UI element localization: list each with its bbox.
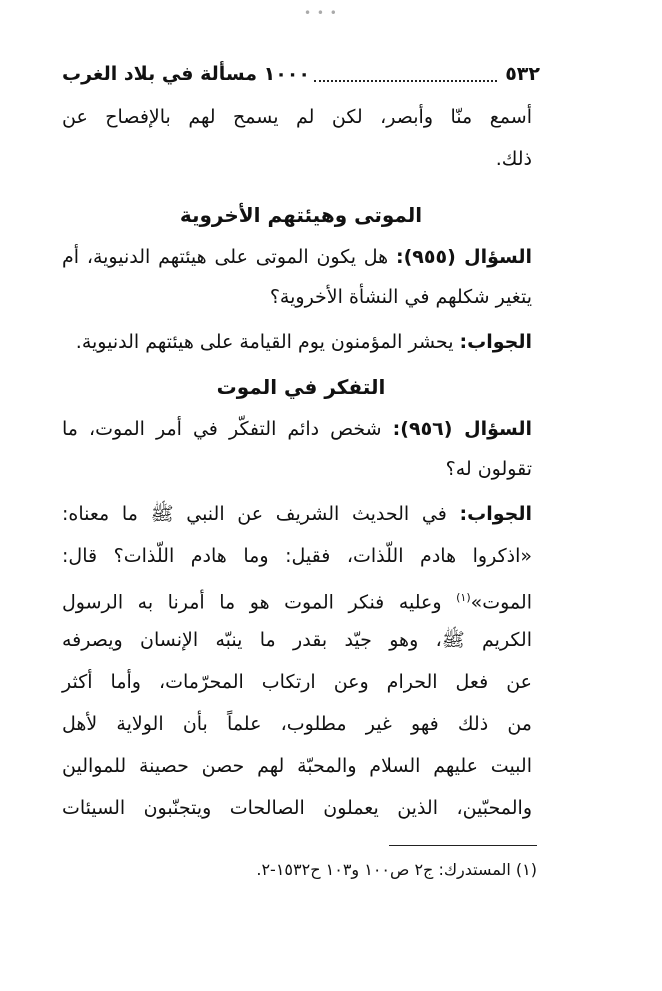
section-heading: الموتى وهيئتهم الأخروية [179,203,423,227]
answer-line: البيت عليهم السلام والمحبّة لهم حصن حصينة للموالين [62,755,532,777]
answer-line: «اذكروا هادم اللّذات، فقيل: وما هادم اللّذات؟ قال: [62,545,532,567]
question-text: هل يكون الموتى على هيئتهم الدنيوية، أم [62,246,389,268]
section-heading: التفكر في الموت [216,375,386,399]
answer-label: الجواب: [459,503,532,525]
answer-text: في الحديث الشريف عن النبي ﷺ ما معناه: [62,503,447,525]
answer-label: الجواب: [459,331,532,353]
question-label: السؤال (٩٥٦): [392,418,532,440]
question-line: يتغير شكلهم في النشأة الأخروية؟ [269,286,532,308]
body-line: ذلك. [495,148,532,170]
footnote-reference: (١) [456,591,471,604]
answer-line: والمحبّين، الذين يعملون الصالحات ويتجنّبون السيئات [62,797,532,819]
question-line: تقولون له؟ [445,458,532,480]
answer-line: الكريم ﷺ، وهو جيّد بقدر ما ينبّه الإنسان ويصرفه [62,629,532,651]
book-title: ١٠٠٠ مسألة في بلاد الغرب [62,63,310,85]
question-label: السؤال (٩٥٥): [395,246,532,268]
page-number: ٥٣٢ [505,63,540,85]
body-line: أسمع منّا وأبصر، لكن لم يسمح لهم بالإفصاح عن [62,106,532,128]
answer-text: الموت» [470,591,532,614]
running-header [62,60,540,88]
question-line [62,415,532,443]
answer-line: من ذلك فهو غير مطلوب، علماً بأن الولاية لأهل [62,713,532,735]
question-text: شخص دائم التفكّر في أمر الموت، ما [62,418,382,440]
footnote: (١) المستدرك: ج٢ ص١٠٠ و١٠٣ ح١٥٣٢-٢. [256,860,537,879]
answer-line [62,328,532,356]
question-line [62,243,532,271]
answer-line [62,500,532,528]
header-leader-dots [314,66,497,82]
answer-text: يحشر المؤمنون يوم القيامة على هيئتهم الدنيوية. [75,331,454,353]
answer-line [62,584,532,616]
answer-line: عن فعل الحرام وعن ارتكاب المحرّمات، وأما أكثر [62,671,532,693]
scan-mark: • • • [304,6,338,20]
answer-text: وعليه فنكر الموت هو ما أمرنا به الرسول [62,591,457,614]
footnote-divider [389,845,537,846]
